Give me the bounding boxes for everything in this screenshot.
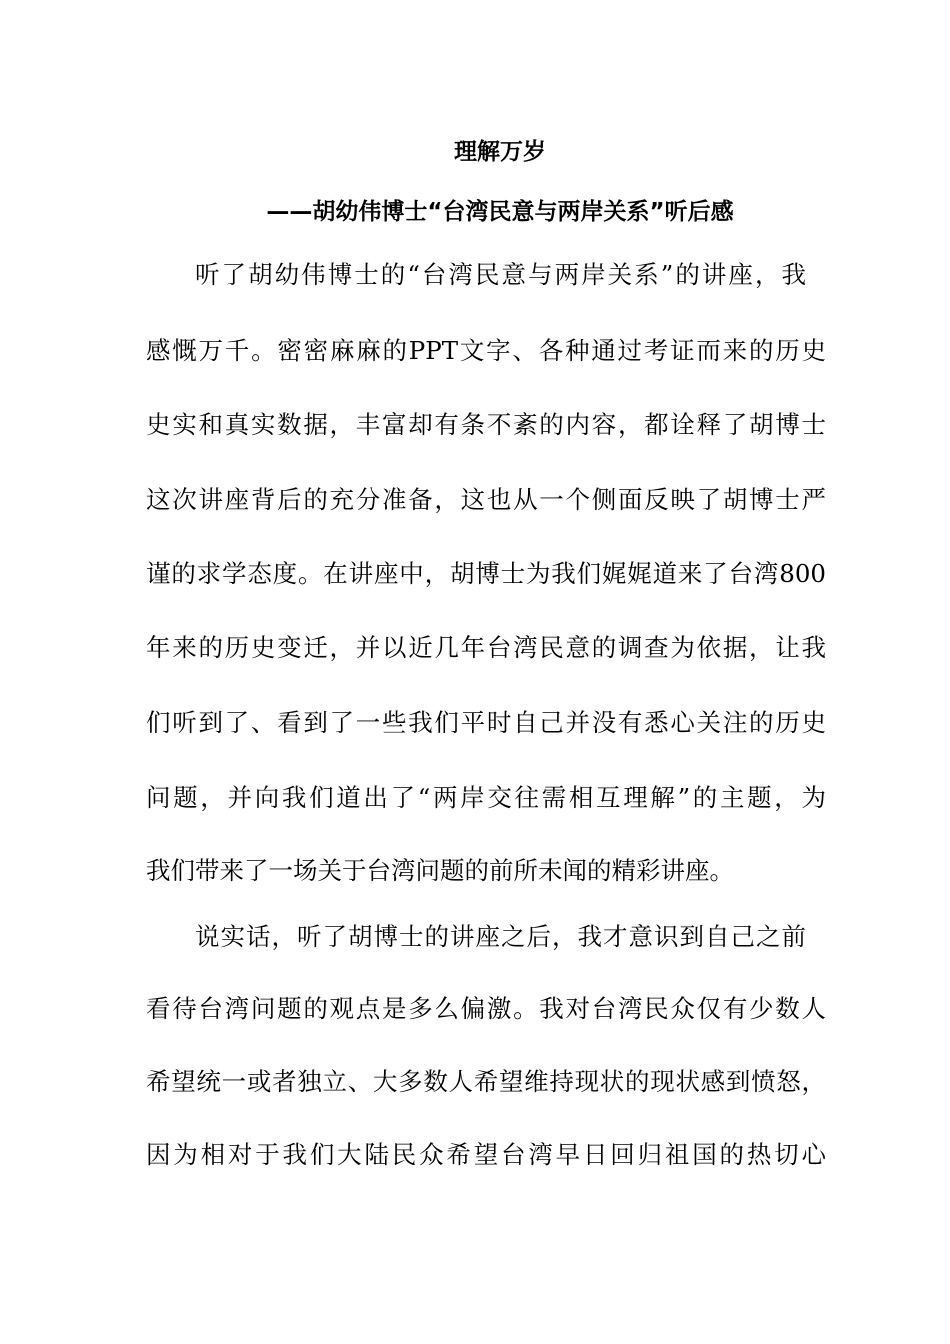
paragraph-line: 年来的历史变迁，并以近几年台湾民意的调查为依据，让我 [146, 633, 826, 662]
paragraph-line: 因为相对于我们大陆民众希望台湾早日回归祖国的热切心 [146, 1140, 826, 1169]
paragraph-line: 谨的求学态度。在讲座中，胡博士为我们娓娓道来了台湾800 [146, 559, 826, 588]
paragraph-line: 感慨万千。密密麻麻的PPT文字、各种通过考证而来的历史 [146, 336, 826, 365]
paragraph-line: 问题，并向我们道出了“两岸交往需相互理解”的主题，为 [146, 783, 826, 812]
document-subtitle: ——胡幼伟博士“台湾民意与两岸关系”听后感 [266, 199, 734, 225]
paragraph-line: 希望统一或者独立、大多数人希望维持现状的现状感到愤怒， [146, 1067, 826, 1096]
paragraph-line: 看待台湾问题的观点是多么偏激。我对台湾民众仅有少数人 [146, 994, 826, 1023]
paragraph-line: 们听到了、看到了一些我们平时自己并没有悉心关注的历史 [146, 708, 826, 737]
paragraph-line: 我们带来了一场关于台湾问题的前所未闻的精彩讲座。 [146, 856, 734, 885]
paragraph-line: 说实话，听了胡博士的讲座之后，我才意识到自己之前 [195, 922, 806, 951]
document-title: 理解万岁 [454, 139, 546, 165]
paragraph-line: 听了胡幼伟博士的“台湾民意与两岸关系”的讲座，我 [195, 260, 806, 289]
paragraph-line: 这次讲座背后的充分准备，这也从一个侧面反映了胡博士严 [146, 485, 826, 514]
paragraph-line: 史实和真实数据，丰富却有条不紊的内容，都诠释了胡博士 [146, 410, 826, 439]
